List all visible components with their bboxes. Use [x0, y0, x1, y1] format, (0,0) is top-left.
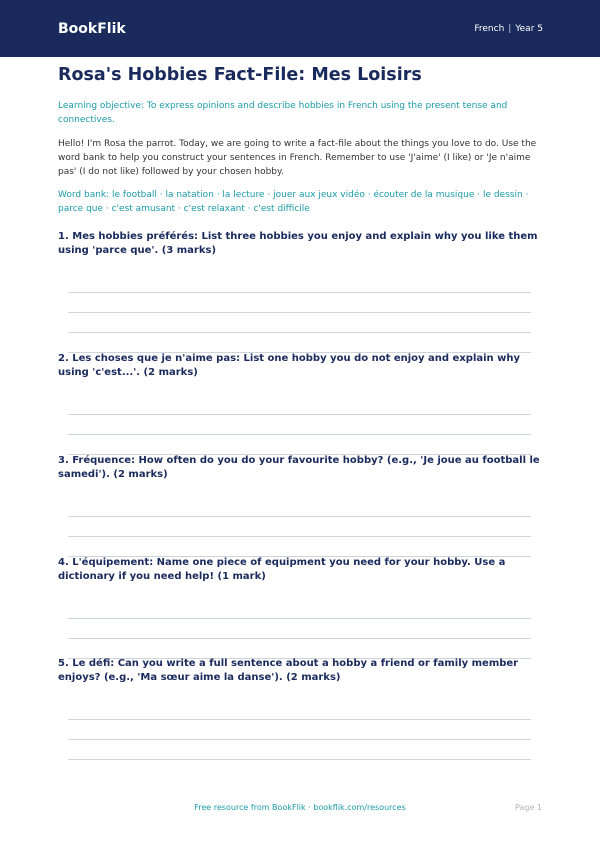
header-bar: [0, 0, 600, 57]
page-title: Rosa's Hobbies Fact-File: Mes Loisirs: [58, 65, 422, 85]
question-text: 2. Les choses que je n'aime pas: List one hobby you do not enjoy and explain why using 'c'est...'. (2 marks): [58, 353, 521, 378]
question-text: 4. L'équipement: Name one piece of equipment you need for your hobby. Use a dictionary if you need help! (1 mark): [58, 557, 506, 582]
header-meta: [474, 24, 543, 34]
brand-logo: BookFlik: [58, 20, 126, 37]
answer-line[interactable]: [68, 638, 531, 639]
intro-section: [58, 63, 542, 216]
meta-separator: |: [508, 23, 512, 34]
page-number: Page 1: [515, 803, 542, 812]
answer-line[interactable]: [68, 292, 531, 293]
question-3: [58, 454, 542, 482]
footer-credit: Free resource from BookFlik · bookflik.com/resources: [194, 803, 406, 812]
answer-line[interactable]: [68, 719, 531, 720]
answer-line[interactable]: [68, 312, 531, 313]
word-bank: Word bank: le football · la natation · la lecture · jouer aux jeux vidéo · écouter de la musique · le dessin · parce que · c'est amusant · c'est relaxant · c'est difficile: [58, 190, 529, 214]
answer-line[interactable]: [68, 759, 531, 760]
question-5: [58, 657, 542, 685]
answer-line[interactable]: [68, 414, 531, 415]
answer-line[interactable]: [68, 618, 531, 619]
question-text: 5. Le défi: Can you write a full sentence about a hobby a friend or family member enjoys? (e.g., 'Ma sœur aime la danse'). (2 marks): [58, 658, 519, 683]
learning-objective: Learning objective: To express opinions and describe hobbies in French using the present tense and connectives.: [58, 101, 508, 125]
question-2: [58, 352, 542, 380]
question-4: [58, 556, 542, 584]
year-label: Year 5: [515, 23, 543, 34]
question-text: 1. Mes hobbies préférés: List three hobbies you enjoy and explain why you like them using 'parce que'. (3 marks): [58, 231, 538, 256]
answer-line[interactable]: [68, 739, 531, 740]
answer-line[interactable]: [68, 332, 531, 333]
answer-line[interactable]: [68, 434, 531, 435]
question-1: [58, 230, 542, 258]
subject-label: French: [474, 23, 505, 34]
answer-line[interactable]: [68, 536, 531, 537]
question-text: 3. Fréquence: How often do you do your favourite hobby? (e.g., 'Je joue au football le samedi'). (2 marks): [58, 455, 540, 480]
answer-line[interactable]: [68, 516, 531, 517]
intro-paragraph: Hello! I'm Rosa the parrot. Today, we are going to write a fact-file about the things you love to do. Use the word bank to help you construct your sentences in French. Remember to use 'J'aime' (I like) or 'Je n'aime pas' (I do not like) followed by your chosen hobby.: [58, 139, 537, 177]
